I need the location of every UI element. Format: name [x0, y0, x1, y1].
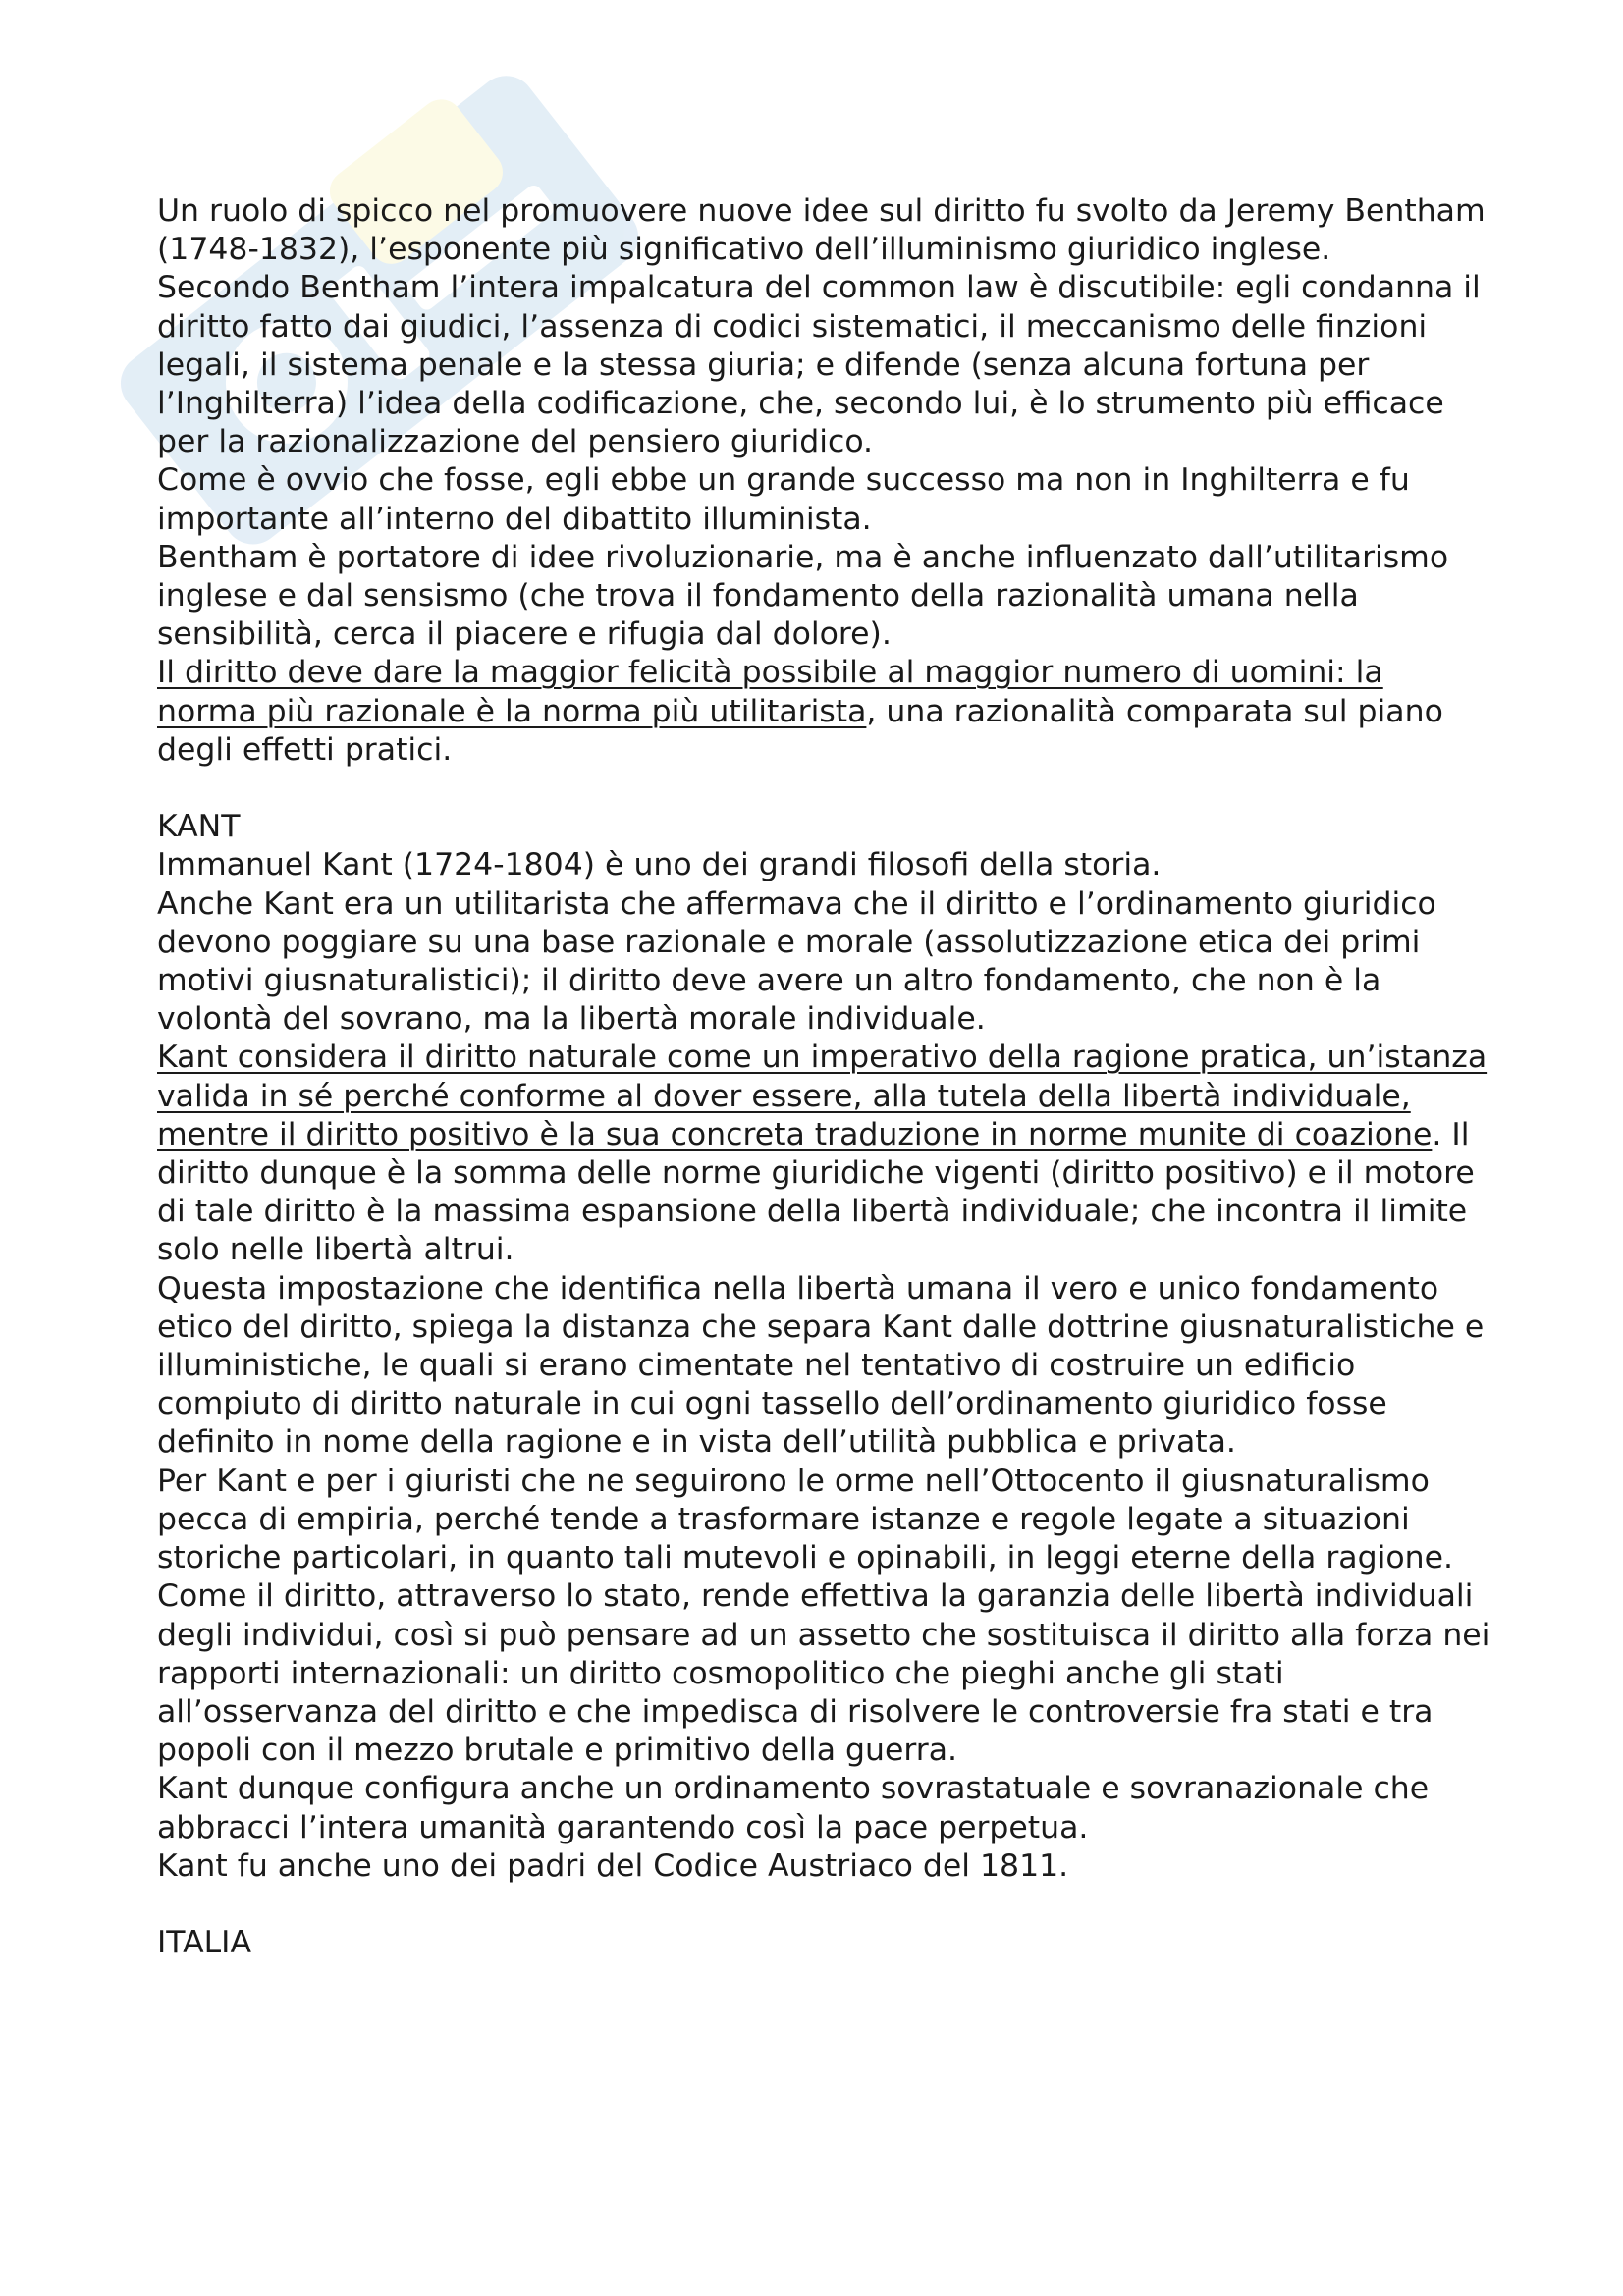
bentham-paragraph-4: Bentham è portatore di idee rivoluzionarie, ma è anche influenzato dall’utilitarismo inglese e dal sensismo (che trova il fondamento della razionalità umana nella sensibilità, cerca il piacere e rifugia dal dolore).: [157, 539, 1449, 653]
bentham-paragraph-3: Come è ovvio che fosse, egli ebbe un grande successo ma non in Inghilterra e fu importante all’interno del dibattito illuminista.: [157, 462, 1410, 537]
italia-heading: ITALIA: [157, 1925, 252, 1961]
kant-underlined-thesis: Kant considera il diritto naturale come un imperativo della ragione pratica, un’istanza valida in sé perché conforme al dover essere, alla tutela della libertà individuale, mentre il diritto positivo è la sua concreta traduzione in norme munite di coazione: [157, 1040, 1488, 1152]
section-spacer: [157, 770, 1492, 808]
kant-paragraph-4: Questa impostazione che identifica nella libertà umana il vero e unico fondamento etico del diritto, spiega la distanza che separa Kant dalle dottrine giusnaturalistiche e illuministiche, le quali si erano cimentate nel tentativo di costruire un edificio compiuto di diritto naturale in cui ogni tassello dell’ordinamento giuridico fosse definito in nome della ragione e in vista dell’utilità pubblica e privata.: [157, 1270, 1485, 1461]
bentham-paragraph-5-rest: , una razionalità comparata sul piano degli effetti pratici.: [157, 693, 1443, 768]
kant-paragraph-8: Kant fu anche uno dei padri del Codice Austriaco del 1811.: [157, 1847, 1069, 1884]
kant-paragraph-3: [157, 1039, 1492, 1269]
kant-heading: KANT: [157, 809, 241, 845]
kant-paragraph-3-rest: . Il diritto dunque è la somma delle norme giuridiche vigenti (diritto positivo) e il motore di tale diritto è la massima espansione della libertà individuale; che incontra il limite solo nelle libertà altrui.: [157, 1116, 1475, 1268]
section-spacer: [157, 1886, 1492, 1924]
bentham-paragraph-2: Secondo Bentham l’intera impalcatura del common law è discutibile: egli condanna il diritto fatto dai giudici, l’assenza di codici sistematici, il meccanismo delle finzioni legali, il sistema penale e la stessa giuria; e difende (senza alcuna fortuna per l’Inghilterra) l’idea della codificazione, che, secondo lui, è lo strumento più efficace per la razionalizzazione del pensiero giuridico.: [157, 270, 1481, 460]
bentham-paragraph-5: [157, 654, 1492, 770]
kant-paragraph-6: Come il diritto, attraverso lo stato, rende effettiva la garanzia delle libertà individuali degli individui, così si può pensare ad un assetto che sostituisca il diritto alla forza nei rapporti internazionali: un diritto cosmopolitico che pieghi anche gli stati all’osservanza del diritto e che impedisca di risolvere le controversie fra stati e tra popoli con il mezzo brutale e primitivo della guerra.: [157, 1578, 1490, 1769]
bentham-underlined-thesis: Il diritto deve dare la maggior felicità possibile al maggior numero di uomini: la norma più razionale è la norma più utilitarista: [157, 655, 1383, 729]
kant-paragraph-2: Anche Kant era un utilitarista che affermava che il diritto e l’ordinamento giuridico devono poggiare su una base razionale e morale (assolutizzazione etica dei primi motivi giusnaturalistici); il diritto deve avere un altro fondamento, che non è la volontà del sovrano, ma la libertà morale individuale.: [157, 885, 1436, 1038]
document-body: [157, 192, 1492, 1962]
bentham-paragraph-1: Un ruolo di spicco nel promuovere nuove idee sul diritto fu svolto da Jeremy Bentham (1748-1832), l’esponente più significativo dell’illuminismo giuridico inglese.: [157, 193, 1486, 268]
kant-paragraph-7: Kant dunque configura anche un ordinamento sovrastatuale e sovranazionale che abbracci l’intera umanità garantendo così la pace perpetua.: [157, 1771, 1430, 1845]
kant-paragraph-1: Immanuel Kant (1724-1804) è uno dei grandi filosofi della storia.: [157, 847, 1162, 883]
kant-paragraph-5: Per Kant e per i giuristi che ne seguirono le orme nell’Ottocento il giusnaturalismo pecca di empiria, perché tende a trasformare istanze e regole legate a situazioni storiche particolari, in quanto tali mutevoli e opinabili, in leggi eterne della ragione.: [157, 1463, 1453, 1576]
